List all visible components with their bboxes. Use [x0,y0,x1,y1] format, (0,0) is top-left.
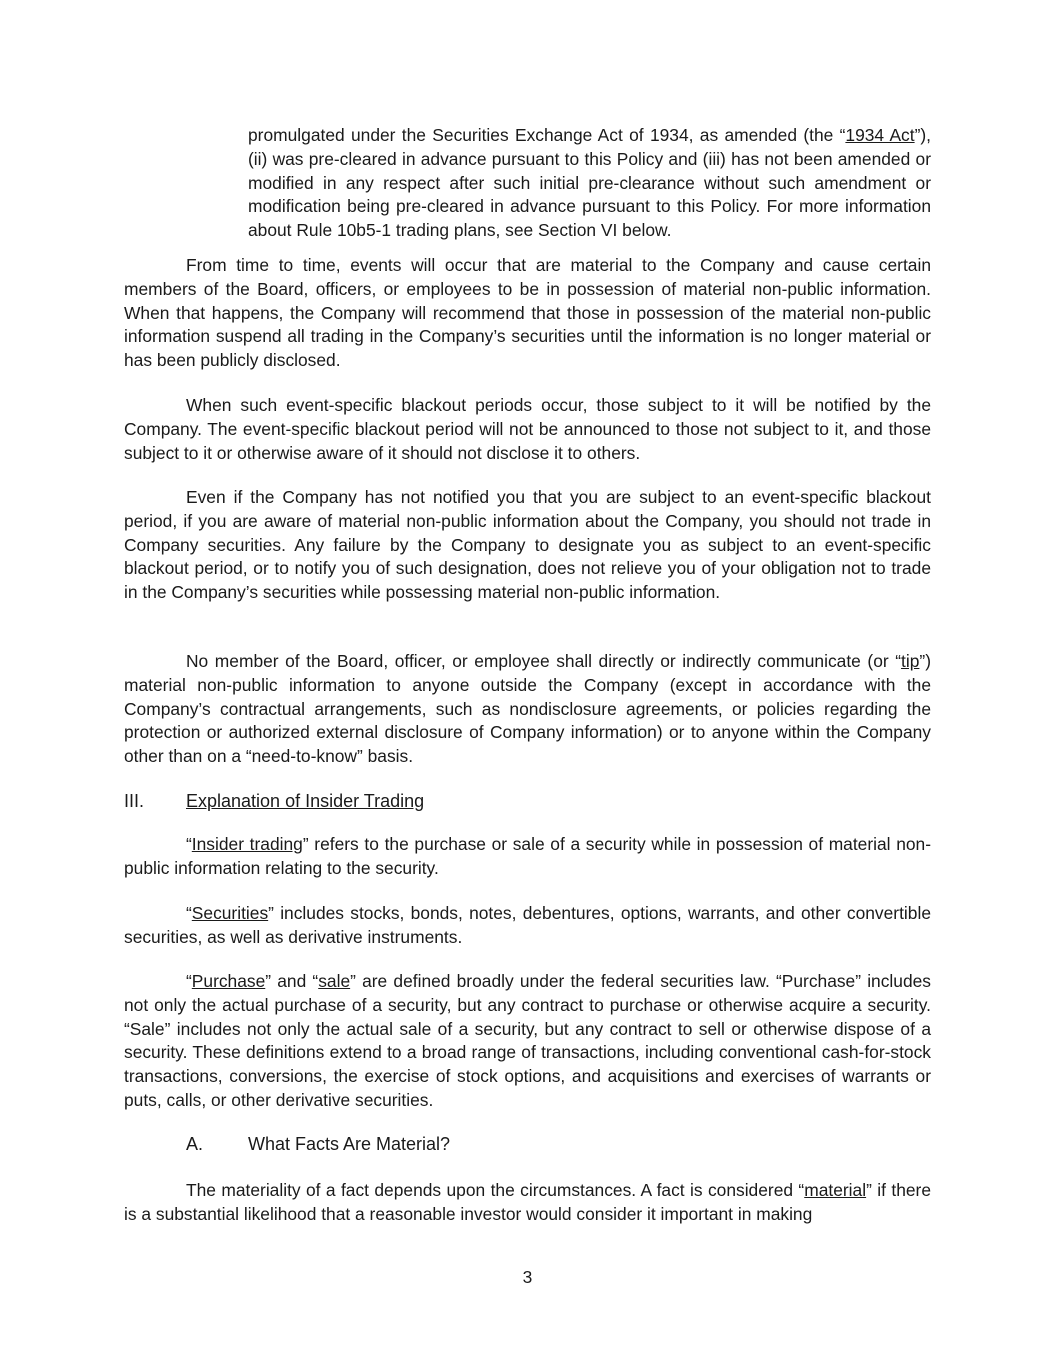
text-run: “ [186,834,192,854]
paragraph-purchase-sale-definition [124,970,931,1113]
section-title: Explanation of Insider Trading [186,791,425,811]
text-run: ” and “ [265,971,319,991]
paragraph-tipping [124,650,931,769]
defined-term-securities: Securities [191,903,269,923]
paragraph-securities-definition [124,902,931,950]
page-number: 3 [522,1267,533,1287]
text-run: ”), (ii) was pre-cleared in advance pursuant to this Policy and (iii) has not been amended or modified in any respect after such initial pre-clearance without such amendment or modification being pre-cleared in advance pursuant to this Policy. For more information about Rule 10b5-1 trading plans, see Section VI below. [248,125,932,241]
text-run: No member of the Board, officer, or employee shall directly or indirectly communicate (or “ [186,651,902,671]
subsection-number: A. [186,1134,204,1154]
paragraph-blackout-notice: When such event-specific blackout periods occur, those subject to it will be notified by the Company. The event-specific blackout period will not be announced to those not subject to it, and those subject to it or otherwise aware of it should not disclose it to others. [124,395,931,463]
subsection-title: What Facts Are Material? [248,1134,451,1154]
continued-clause [248,124,931,243]
text-run: “ [186,903,192,923]
defined-term-sale: sale [318,971,351,991]
defined-term-tip: tip [901,651,920,671]
text-run: The materiality of a fact depends upon the circumstances. A fact is considered “ [186,1180,805,1200]
text-run: ” if there is a substantial likelihood that a reasonable investor would consider it important in making [124,1180,932,1224]
paragraph-events: From time to time, events will occur that are material to the Company and cause certain members of the Board, officers, or employees to be in possession of material non-public information. When that happens, the Company will recommend that those in possession of the material non-public information suspend all trading in the Company’s securities until the information is no longer material or has been publicly disclosed. [124,255,931,371]
text-run: promulgated under the Securities Exchange Act of 1934, as amended (the “ [248,125,846,145]
section-number: III. [124,791,145,811]
defined-term-insider-trading: Insider trading [191,834,303,854]
text-run: ”) material non-public information to anyone outside the Company (except in accordance with the Company’s contractual arrangements, such as nondisclosure agreements, or policies regarding the protection or authorized external disclosure of Company information) or to anyone within the Company other than on a “need-to-know” basis. [124,651,931,767]
defined-term-1934-act: 1934 Act [845,125,915,145]
defined-term-material: material [804,1180,867,1200]
text-run: ” refers to the purchase or sale of a security while in possession of material non-public information relating to the security. [124,834,932,878]
paragraph-materiality [124,1179,931,1227]
text-run: ” are defined broadly under the federal securities law. “Purchase” includes not only the actual purchase of a security, but any contract to purchase or otherwise acquire a security. “Sale” includes not only the actual sale of a security, but any contract to sell or otherwise dispose of a security. These definitions extend to a broad range of transactions, including conventional cash-for-stock transactions, conversions, the exercise of stock options, and acquisitions and exercises of warrants or puts, calls, or other derivative securities. [124,971,931,1110]
paragraph-insider-trading-definition [124,833,931,881]
paragraph-not-notified: Even if the Company has not notified you that you are subject to an event-specific blackout period, if you are aware of material non-public information about the Company, you should not trade in Company securities. Any failure by the Company to designate you as subject to an event-specific blackout period, or to notify you of such designation, does not relieve you of your obligation not to trade in the Company’s securities while possessing material non-public information. [124,487,931,603]
text-run: “ [186,971,192,991]
text-run: ” includes stocks, bonds, notes, debentures, options, warrants, and other convertible securities, as well as derivative instruments. [124,903,931,947]
defined-term-purchase: Purchase [191,971,266,991]
